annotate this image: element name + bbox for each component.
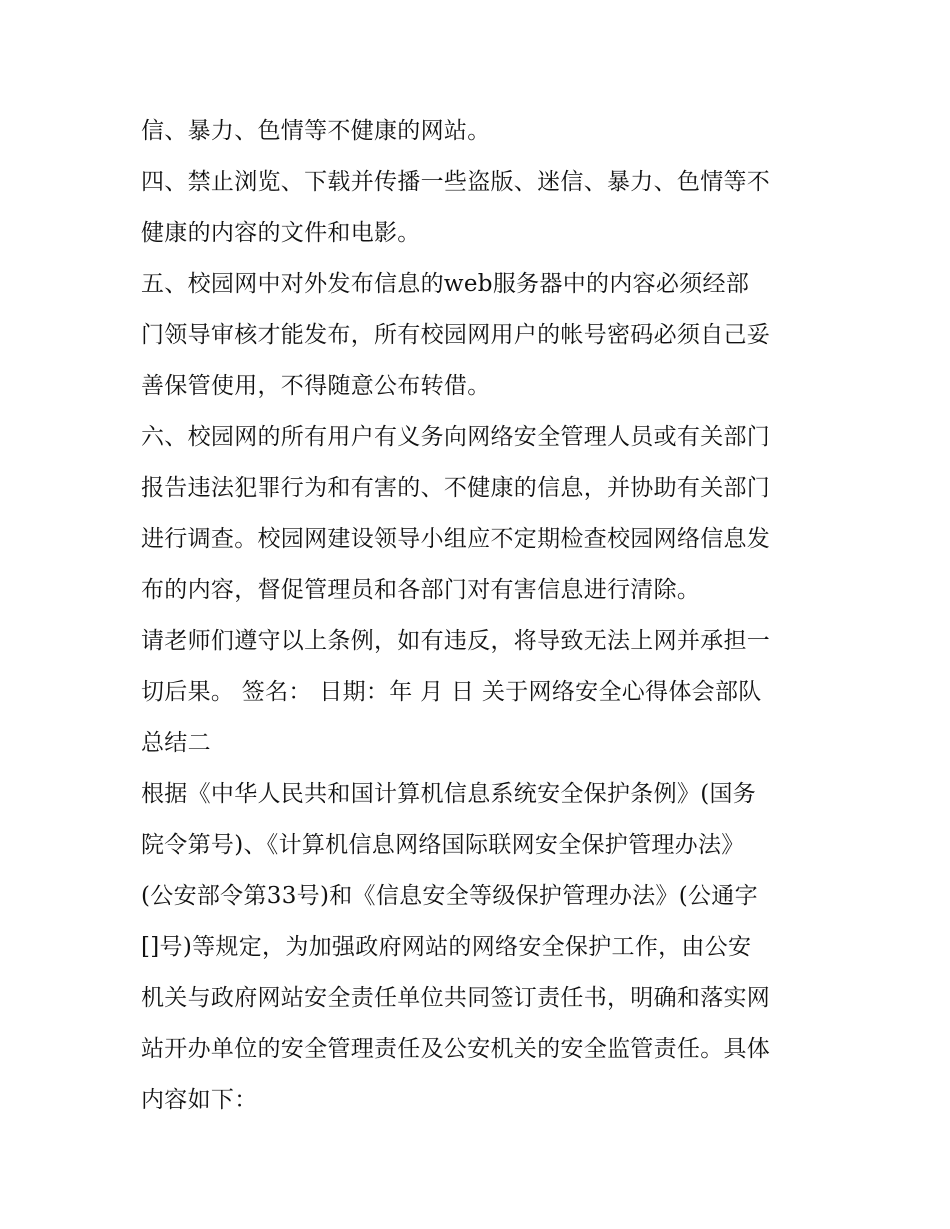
document-body	[141, 106, 821, 1126]
text-line: 院令第号)、《计算机信息网络国际联网安全保护管理办法》	[141, 832, 745, 858]
text-line: 内容如下：	[141, 1087, 258, 1113]
text-line: 站开办单位的安全管理责任及公安机关的安全监管责任。具体	[141, 1036, 771, 1062]
text-line: 门领导审核才能发布，所有校园网用户的帐号密码必须自己妥	[141, 322, 771, 348]
text-line: (公安部令第33号)和《信息安全等级保护管理办法》(公通字	[141, 883, 758, 909]
text-line: 信、暴力、色情等不健康的网站。	[141, 118, 491, 144]
text-line: 布的内容，督促管理员和各部门对有害信息进行清除。	[141, 577, 701, 603]
text-line: []号)等规定，为加强政府网站的网络安全保护工作，由公安	[141, 934, 752, 960]
text-line: 四、禁止浏览、下载并传播一些盗版、迷信、暴力、色情等不	[141, 169, 771, 195]
text-line: 进行调查。校园网建设领导小组应不定期检查校园网络信息发	[141, 526, 771, 552]
text-line: 切后果。 签名： 日期：年 月 日 关于网络安全心得体会部队	[141, 679, 762, 705]
text-line: 善保管使用，不得随意公布转借。	[141, 373, 491, 399]
text-line: 健康的内容的文件和电影。	[141, 220, 421, 246]
text-line: 机关与政府网站安全责任单位共同签订责任书，明确和落实网	[141, 985, 771, 1011]
text-line: 请老师们遵守以上条例，如有违反，将导致无法上网并承担一	[141, 628, 771, 654]
text-line: 总结二	[141, 730, 211, 756]
text-line: 报告违法犯罪行为和有害的、不健康的信息，并协助有关部门	[141, 475, 771, 501]
text-line: 五、校园网中对外发布信息的web服务器中的内容必须经部	[141, 271, 750, 297]
text-line: 根据《中华人民共和国计算机信息系统安全保护条例》(国务	[141, 781, 757, 807]
text-line: 六、校园网的所有用户有义务向网络安全管理人员或有关部门	[141, 424, 771, 450]
